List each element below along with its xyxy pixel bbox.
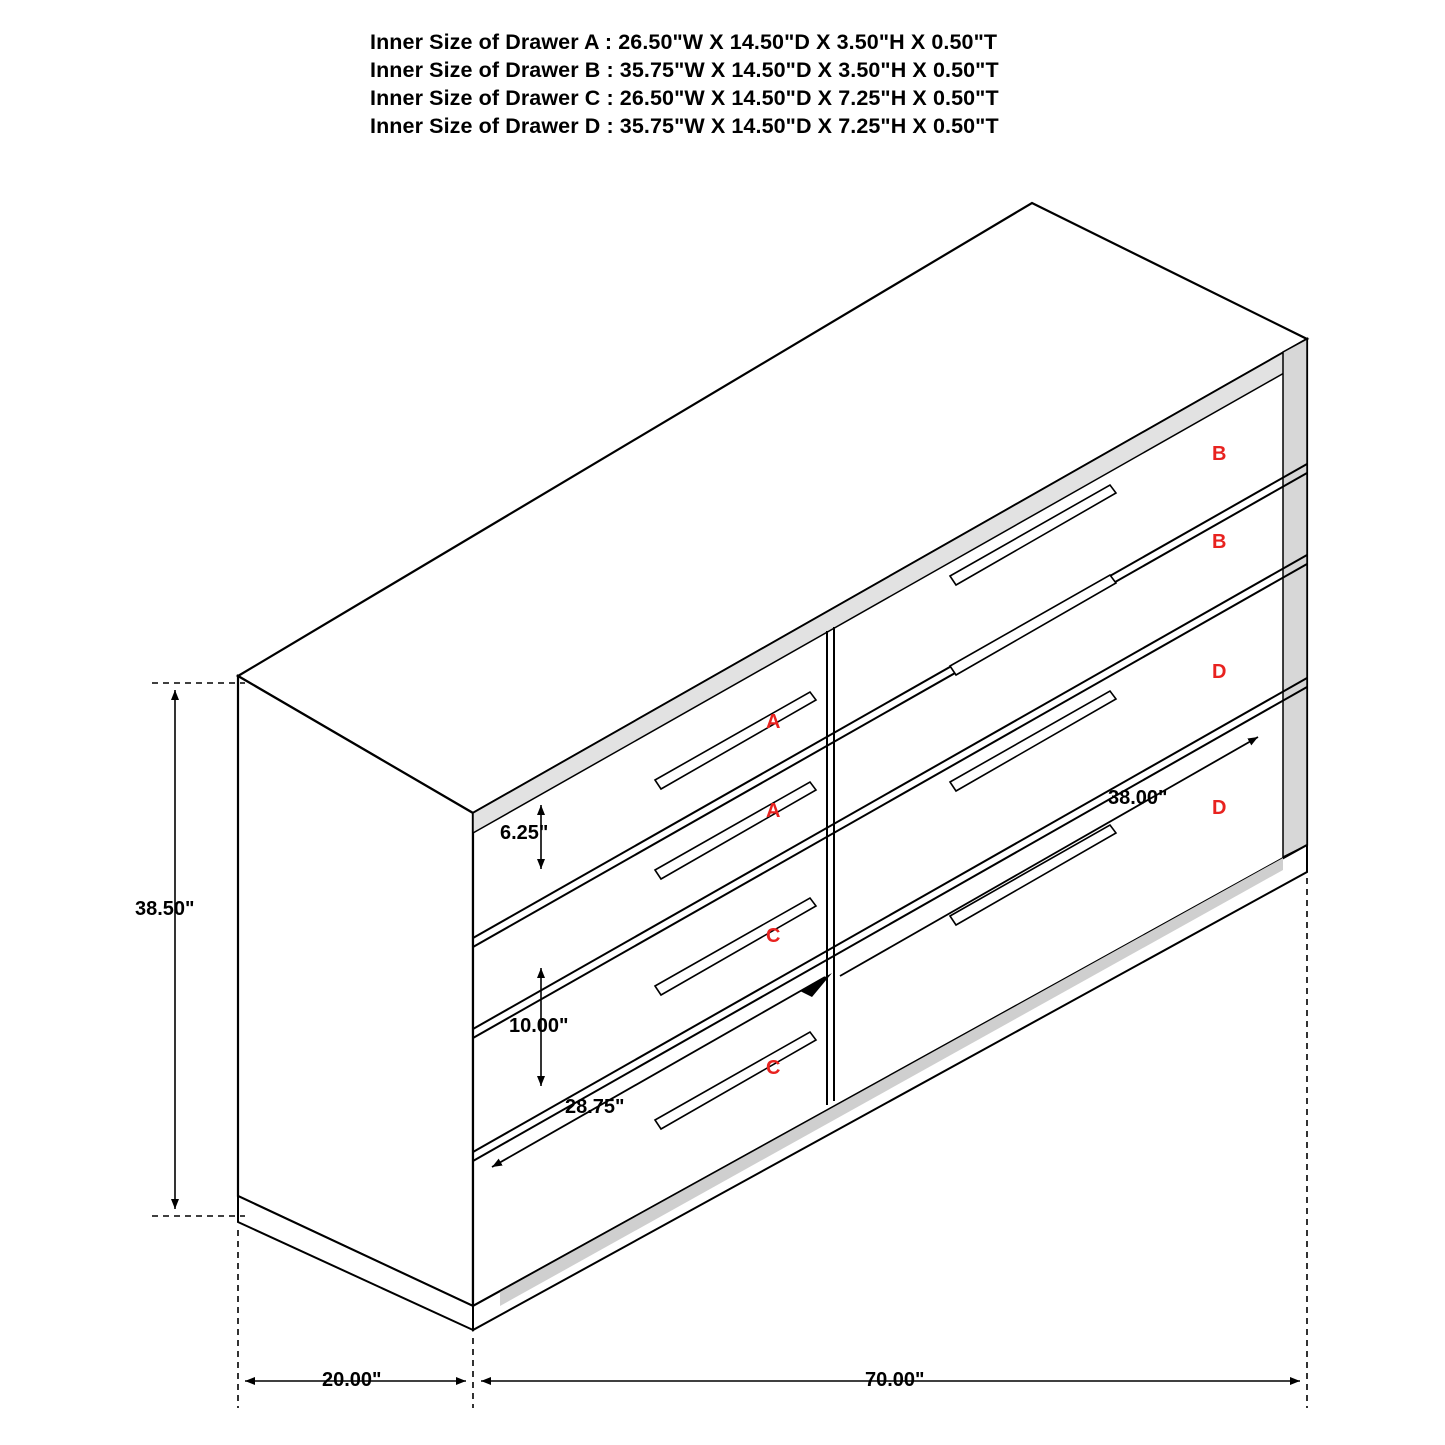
drawer-label-right-2: B (1212, 531, 1227, 553)
label-right-drawer-width: 38.00" (1108, 787, 1168, 809)
label-overall-width: 70.00" (865, 1369, 925, 1391)
drawer-label-left-1: A (766, 711, 781, 733)
spec-line-c: Inner Size of Drawer C : 26.50"W X 14.50"D X 7.25"H X 0.50"T (370, 86, 999, 110)
cabinet-right-edge (1283, 339, 1307, 857)
spec-line-a: Inner Size of Drawer A : 26.50"W X 14.50"D X 3.50"H X 0.50"T (370, 30, 998, 54)
dimension-overall-height (152, 683, 245, 1216)
drawer-label-right-3: D (1212, 661, 1227, 683)
spec-line-d: Inner Size of Drawer D : 35.75"W X 14.50"D X 7.25"H X 0.50"T (370, 114, 999, 138)
label-overall-height: 38.50" (135, 898, 195, 920)
drawer-label-left-3: C (766, 925, 781, 947)
drawer-label-right-4: D (1212, 797, 1227, 819)
label-overall-depth: 20.00" (322, 1369, 382, 1391)
drawer-label-right-1: B (1212, 443, 1227, 465)
spec-line-b: Inner Size of Drawer B : 35.75"W X 14.50"D X 3.50"H X 0.50"T (370, 58, 999, 82)
label-large-drawer-height: 10.00" (509, 1015, 569, 1037)
drawer-label-left-2: A (766, 800, 781, 822)
cabinet-body (238, 203, 1307, 1330)
label-small-drawer-height: 6.25" (500, 822, 549, 844)
label-left-drawer-width: 28.75" (565, 1096, 625, 1118)
drawer-label-left-4: C (766, 1057, 781, 1079)
